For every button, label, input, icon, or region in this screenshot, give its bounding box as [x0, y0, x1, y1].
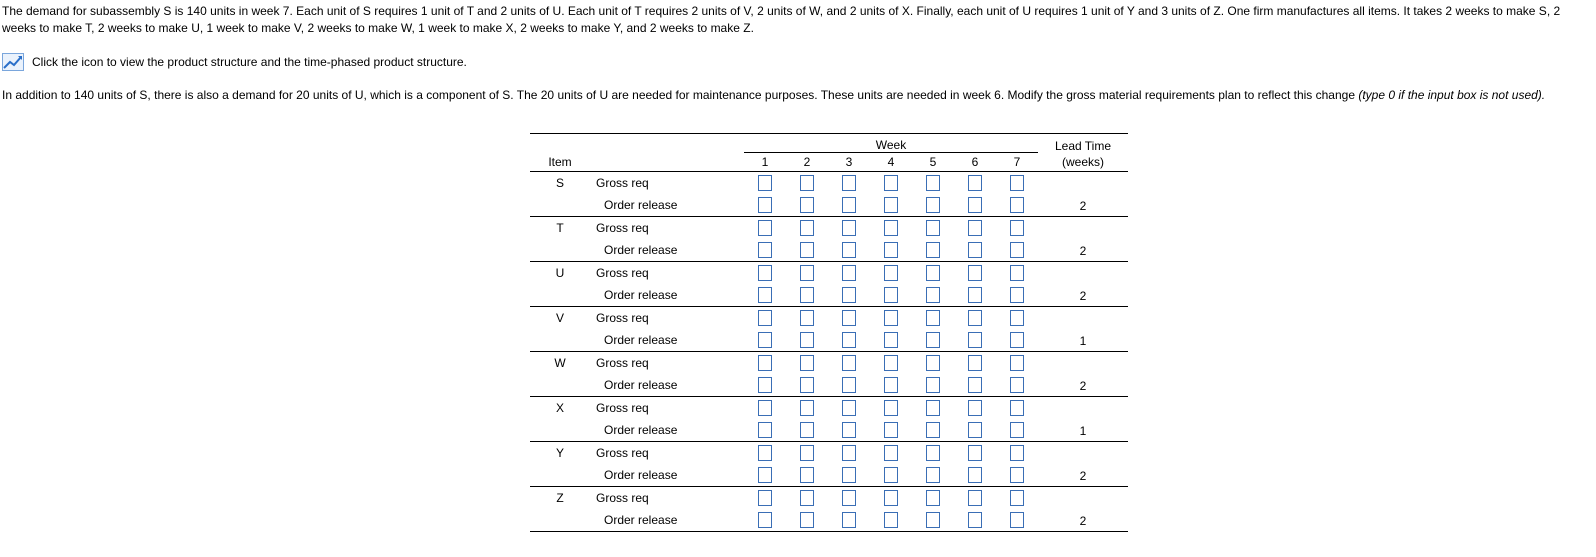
order-release-input[interactable]	[800, 197, 814, 213]
week-number: 1	[761, 155, 769, 169]
gross-req-input[interactable]	[758, 265, 772, 281]
order-release-input[interactable]	[1010, 467, 1024, 483]
item-code: V	[555, 311, 564, 325]
week-number: 4	[887, 155, 895, 169]
order-release-input[interactable]	[1010, 422, 1024, 438]
order-release-input[interactable]	[884, 377, 898, 393]
gross-req-input[interactable]	[968, 310, 982, 326]
item-code: S	[555, 176, 564, 190]
order-release-input[interactable]	[1010, 197, 1024, 213]
item-code: X	[555, 401, 564, 415]
order-release-input[interactable]	[758, 287, 772, 303]
gross-req-input[interactable]	[758, 400, 772, 416]
order-release-input[interactable]	[800, 512, 814, 528]
order-release-input[interactable]	[842, 422, 856, 438]
gross-req-input[interactable]	[926, 355, 940, 371]
lead-time-value: 1	[1079, 424, 1087, 438]
order-release-input[interactable]	[926, 377, 940, 393]
order-release-input[interactable]	[968, 467, 982, 483]
week-number: 6	[971, 155, 979, 169]
gross-req-input[interactable]	[884, 175, 898, 191]
instructions-text: In addition to 140 units of S, there is also a demand for 20 units of U, which is a component of S. The 20 units of U are needed for maintenance purposes. These units are needed in week 6. Modify the gross material requirements plan to reflect this change	[2, 88, 1359, 102]
order-release-input[interactable]	[884, 422, 898, 438]
order-release-input[interactable]	[842, 332, 856, 348]
order-release-input[interactable]	[758, 197, 772, 213]
order-release-input[interactable]	[926, 242, 940, 258]
gross-req-input[interactable]	[926, 175, 940, 191]
gross-req-row	[530, 352, 1128, 375]
gross-req-input[interactable]	[884, 310, 898, 326]
gross-req-label: Gross req	[596, 401, 649, 415]
order-release-label: Order release	[604, 423, 678, 437]
lead-time-value: 2	[1079, 469, 1087, 483]
gross-req-label: Gross req	[596, 221, 649, 235]
gross-req-input[interactable]	[884, 400, 898, 416]
gross-req-input[interactable]	[800, 310, 814, 326]
gross-req-input[interactable]	[758, 490, 772, 506]
week-number: 3	[845, 155, 853, 169]
order-release-input[interactable]	[800, 287, 814, 303]
gross-req-input[interactable]	[926, 490, 940, 506]
problem-statement: The demand for subassembly S is 140 units in week 7. Each unit of S requires 1 unit of T and 2 units of U. Each unit of T requires 2 units of V, 2 units of W, and 2 units of X. Finally, each unit of U requires 1 unit of Y and 3 units of Z. One firm manufactures all items. It takes 2 weeks to make S, 2 weeks to make T, 2 weeks to make U, 1 week to make V, 2 weeks to make W, 1 week to make X, 2 weeks to make Y, and 2 weeks to make Z.	[2, 4, 1561, 35]
lead-time-value: 1	[1079, 334, 1087, 348]
gross-req-input[interactable]	[1010, 355, 1024, 371]
order-release-label: Order release	[604, 288, 678, 302]
gross-req-input[interactable]	[884, 355, 898, 371]
gross-req-label: Gross req	[596, 266, 649, 280]
gross-req-input[interactable]	[926, 400, 940, 416]
gross-req-input[interactable]	[842, 445, 856, 461]
gross-req-input[interactable]	[842, 400, 856, 416]
gross-req-input[interactable]	[926, 265, 940, 281]
order-release-input[interactable]	[800, 242, 814, 258]
gross-req-input[interactable]	[1010, 265, 1024, 281]
order-release-input[interactable]	[800, 467, 814, 483]
order-release-label: Order release	[604, 333, 678, 347]
gross-req-input[interactable]	[758, 175, 772, 191]
gross-req-input[interactable]	[968, 355, 982, 371]
gross-req-input[interactable]	[758, 220, 772, 236]
week-number: 7	[1013, 155, 1021, 169]
gross-req-input[interactable]	[842, 490, 856, 506]
week-number: 2	[803, 155, 811, 169]
gross-req-label: Gross req	[596, 176, 649, 190]
order-release-input[interactable]	[758, 242, 772, 258]
product-structure-link[interactable]	[2, 52, 467, 72]
order-release-input[interactable]	[926, 467, 940, 483]
gross-req-row	[530, 172, 1128, 195]
item-code: Z	[556, 491, 564, 505]
gross-req-input[interactable]	[1010, 490, 1024, 506]
lead-time-value: 2	[1079, 379, 1087, 393]
modification-instructions	[2, 87, 1590, 104]
gross-req-row	[530, 217, 1128, 240]
gross-req-input[interactable]	[800, 400, 814, 416]
order-release-input[interactable]	[1010, 512, 1024, 528]
order-release-input[interactable]	[842, 512, 856, 528]
gross-req-input[interactable]	[926, 220, 940, 236]
gross-req-input[interactable]	[800, 445, 814, 461]
order-release-input[interactable]	[884, 197, 898, 213]
lead-time-unit: (weeks)	[1061, 154, 1104, 169]
gross-req-input[interactable]	[968, 490, 982, 506]
order-release-label: Order release	[604, 243, 678, 257]
gross-req-label: Gross req	[596, 356, 649, 370]
gross-req-input[interactable]	[926, 310, 940, 326]
gross-req-label: Gross req	[596, 311, 649, 325]
lead-time-header: Lead Time	[1054, 138, 1112, 153]
order-release-input[interactable]	[968, 422, 982, 438]
lead-time-value: 2	[1079, 199, 1087, 213]
gross-req-input[interactable]	[1010, 310, 1024, 326]
gross-req-input[interactable]	[800, 355, 814, 371]
gross-req-label: Gross req	[596, 446, 649, 460]
instructions-note: (type 0 if the input box is not used).	[1358, 88, 1546, 102]
order-release-input[interactable]	[800, 377, 814, 393]
order-release-input[interactable]	[968, 242, 982, 258]
lead-time-value: 2	[1079, 514, 1087, 528]
order-release-input[interactable]	[842, 467, 856, 483]
gross-req-input[interactable]	[884, 445, 898, 461]
order-release-input[interactable]	[758, 332, 772, 348]
order-release-label: Order release	[604, 513, 678, 527]
order-release-input[interactable]	[884, 287, 898, 303]
gross-req-row	[530, 487, 1128, 510]
gross-req-input[interactable]	[968, 445, 982, 461]
gross-req-input[interactable]	[884, 490, 898, 506]
order-release-input[interactable]	[884, 242, 898, 258]
line-chart-icon[interactable]	[2, 53, 24, 71]
gross-req-input[interactable]	[842, 355, 856, 371]
item-code: W	[554, 356, 566, 370]
gross-req-input[interactable]	[884, 265, 898, 281]
item-header: Item	[548, 154, 572, 169]
week-header: Week	[744, 134, 1038, 153]
gross-req-row	[530, 307, 1128, 330]
gross-req-input[interactable]	[968, 400, 982, 416]
gross-req-input[interactable]	[842, 310, 856, 326]
order-release-input[interactable]	[842, 197, 856, 213]
gross-req-input[interactable]	[758, 310, 772, 326]
gross-req-input[interactable]	[968, 220, 982, 236]
order-release-input[interactable]	[926, 197, 940, 213]
gross-req-input[interactable]	[968, 265, 982, 281]
order-release-input[interactable]	[758, 467, 772, 483]
order-release-label: Order release	[604, 468, 678, 482]
gross-req-input[interactable]	[1010, 445, 1024, 461]
item-code: U	[555, 266, 565, 280]
gross-req-row	[530, 397, 1128, 420]
order-release-label: Order release	[604, 378, 678, 392]
order-release-input[interactable]	[884, 512, 898, 528]
order-release-input[interactable]	[926, 512, 940, 528]
gross-req-input[interactable]	[1010, 175, 1024, 191]
gross-req-input[interactable]	[800, 175, 814, 191]
gross-req-input[interactable]	[1010, 220, 1024, 236]
order-release-input[interactable]	[758, 512, 772, 528]
order-release-input[interactable]	[968, 377, 982, 393]
gross-req-input[interactable]	[758, 445, 772, 461]
order-release-input[interactable]	[926, 422, 940, 438]
order-release-input[interactable]	[968, 512, 982, 528]
gross-req-row	[530, 442, 1128, 465]
order-release-input[interactable]	[842, 242, 856, 258]
gross-req-input[interactable]	[800, 490, 814, 506]
order-release-input[interactable]	[758, 422, 772, 438]
order-release-input[interactable]	[758, 377, 772, 393]
order-release-input[interactable]	[842, 287, 856, 303]
lead-time-value: 2	[1079, 244, 1087, 258]
order-release-input[interactable]	[884, 332, 898, 348]
gross-req-input[interactable]	[842, 175, 856, 191]
gross-req-input[interactable]	[884, 220, 898, 236]
order-release-input[interactable]	[1010, 377, 1024, 393]
order-release-input[interactable]	[1010, 287, 1024, 303]
gross-req-input[interactable]	[842, 265, 856, 281]
product-structure-link-text[interactable]: Click the icon to view the product structure and the time-phased product structure.	[32, 55, 467, 69]
order-release-input[interactable]	[968, 287, 982, 303]
gross-req-input[interactable]	[968, 175, 982, 191]
gross-req-input[interactable]	[800, 220, 814, 236]
order-release-input[interactable]	[968, 332, 982, 348]
order-release-input[interactable]	[1010, 242, 1024, 258]
gross-req-input[interactable]	[758, 355, 772, 371]
item-code: Y	[555, 446, 564, 460]
order-release-input[interactable]	[800, 332, 814, 348]
gross-req-label: Gross req	[596, 491, 649, 505]
gross-req-input[interactable]	[1010, 400, 1024, 416]
lead-time-value: 2	[1079, 289, 1087, 303]
order-release-input[interactable]	[842, 377, 856, 393]
order-release-input[interactable]	[1010, 332, 1024, 348]
week-number: 5	[929, 155, 937, 169]
gross-req-row	[530, 262, 1128, 285]
item-code: T	[556, 221, 564, 235]
order-release-input[interactable]	[884, 467, 898, 483]
gross-requirements-table	[530, 133, 1128, 532]
order-release-input[interactable]	[926, 332, 940, 348]
order-release-label: Order release	[604, 198, 678, 212]
order-release-input[interactable]	[800, 422, 814, 438]
gross-req-input[interactable]	[926, 445, 940, 461]
order-release-input[interactable]	[926, 287, 940, 303]
gross-req-input[interactable]	[800, 265, 814, 281]
order-release-input[interactable]	[968, 197, 982, 213]
gross-req-input[interactable]	[842, 220, 856, 236]
